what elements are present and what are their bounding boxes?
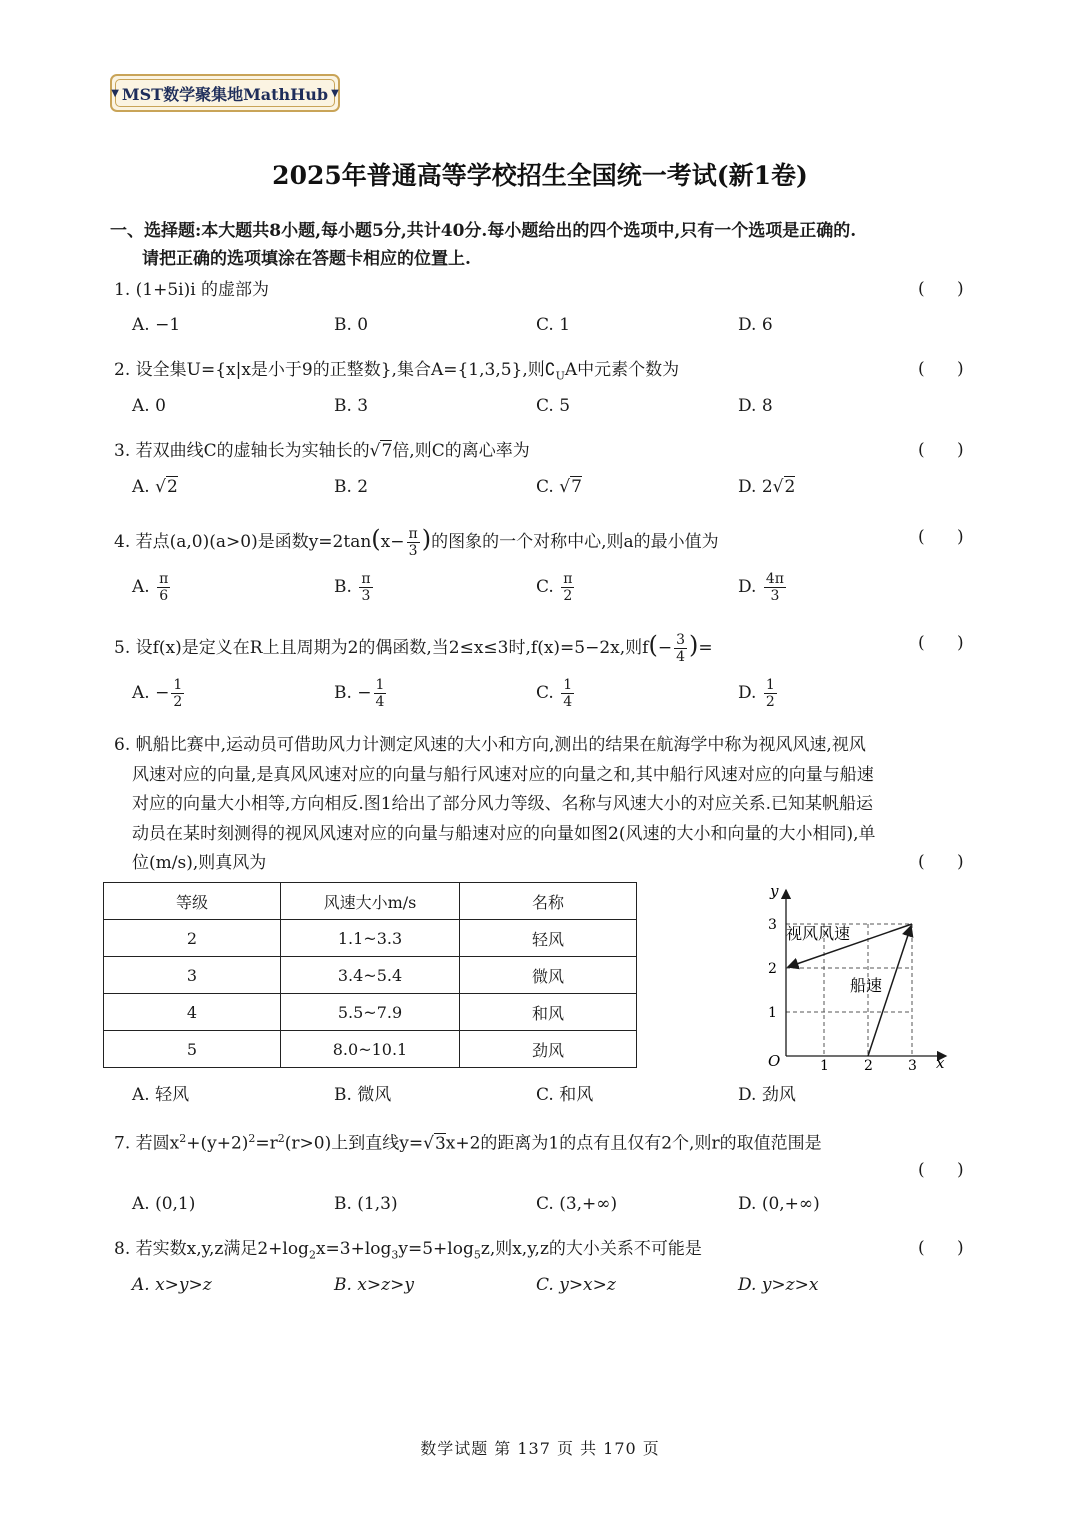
q5-c-frac xyxy=(561,677,574,710)
q8-stem-b: x=3+log xyxy=(315,1239,392,1259)
q5-option-a xyxy=(132,676,186,710)
page-footer: 数学试题 第 137 页 共 170 页 xyxy=(420,1439,660,1458)
q6-line-5: 位(m/s),则真风为 xyxy=(132,853,267,873)
table-cell: 1.1~3.3 xyxy=(281,920,460,957)
table-header-cell: 名称 xyxy=(460,883,637,920)
table-cell: 2 xyxy=(104,920,281,957)
logo-badge xyxy=(110,74,340,112)
q7-sup-1: 2 xyxy=(179,1132,187,1145)
q5-answer-paren: ( ) xyxy=(918,633,964,653)
q5-option-d xyxy=(738,676,779,710)
logo-right-mark: ▼ xyxy=(331,87,339,99)
q4-c-label: C. xyxy=(536,577,554,597)
q1-stem: 1. (1+5i)i 的虚部为 xyxy=(114,280,270,300)
q5-c-label: C. xyxy=(536,683,554,703)
q4-option-d xyxy=(738,570,788,604)
q7-sqrt-symbol: √ xyxy=(423,1133,434,1154)
q5-option-b xyxy=(334,676,388,710)
q3-radicand: 7 xyxy=(381,441,393,461)
q6-option-a: A. 轻风 xyxy=(132,1085,190,1105)
q8-stem-c: y=5+log xyxy=(398,1239,474,1259)
q1-option-a: A. −1 xyxy=(132,315,181,335)
q2-stem-sub: U xyxy=(555,369,565,383)
logo-inner xyxy=(111,79,339,107)
q2-option-c: C. 5 xyxy=(536,396,571,416)
q5-b-label: B. − xyxy=(334,683,372,703)
q7-option-b: B. (1,3) xyxy=(334,1194,398,1214)
q7-stem-c: =r xyxy=(255,1133,278,1154)
q4-a-frac xyxy=(157,571,170,604)
section-instructions-line2: 请把正确的选项填涂在答题卡相应的位置上. xyxy=(142,249,471,269)
q7-stem-b: +(y+2) xyxy=(186,1133,249,1154)
q8-option-c: C. y>x>z xyxy=(536,1275,616,1295)
table-cell: 5 xyxy=(104,1031,281,1068)
q3-stem-b: 倍,则C的离心率为 xyxy=(392,441,530,461)
q3-c-radicand: 7 xyxy=(571,477,582,497)
q4-b-den: 3 xyxy=(361,588,371,604)
table-cell: 3 xyxy=(104,957,281,994)
q4-stem-frac xyxy=(407,526,420,559)
q4-rparen: ) xyxy=(421,525,432,553)
q4-stem-den: 3 xyxy=(408,543,418,559)
q4-c-num: π xyxy=(563,571,573,587)
q5-stem-a: 5. 设f(x)是定义在R上且周期为2的偶函数,当2≤x≤3时,f(x)=5−2x,则f xyxy=(114,638,649,658)
q5-b-den: 4 xyxy=(375,694,385,710)
q5-d-den: 2 xyxy=(765,694,775,710)
q5-lparen: ( xyxy=(648,631,658,659)
table-cell: 4 xyxy=(104,994,281,1031)
q7-option-a: A. (0,1) xyxy=(132,1194,196,1214)
x-axis-label: x xyxy=(936,1054,945,1072)
q4-d-den: 3 xyxy=(770,588,780,604)
q7-option-d: D. (0,+∞) xyxy=(738,1194,820,1214)
q5-d-frac xyxy=(764,677,777,710)
y-tick-label: 2 xyxy=(768,961,777,977)
q4-stem-x: x− xyxy=(380,532,405,552)
y-axis-label: y xyxy=(770,882,779,900)
q3-c-sqrt: √ xyxy=(559,477,571,497)
q3-option-a xyxy=(132,476,178,498)
q3-answer-paren: ( ) xyxy=(918,440,964,460)
q8-sub-3: 3 xyxy=(391,1248,399,1262)
y-tick-label: 3 xyxy=(768,917,777,933)
boat-speed-label: 船速 xyxy=(850,976,883,995)
q2-stem xyxy=(114,359,679,387)
q6-line-3: 对应的向量大小相等,方向相反.图1给出了部分风力等级、名称与风速大小的对应关系.已知某帆船运 xyxy=(132,794,874,814)
q5-rparen: ) xyxy=(689,631,699,659)
q3-d-label: D. 2 xyxy=(738,477,773,497)
q3-a-radicand: 2 xyxy=(166,477,178,497)
q5-a-frac xyxy=(171,677,184,710)
q4-stem-num: π xyxy=(408,526,418,542)
q6-option-b: B. 微风 xyxy=(334,1085,392,1105)
table-cell: 轻风 xyxy=(460,920,637,957)
q2-answer-paren: ( ) xyxy=(918,359,964,379)
table-header-cell: 风速大小m/s xyxy=(281,883,460,920)
q3-option-c xyxy=(536,476,582,498)
q6-option-c: C. 和风 xyxy=(536,1085,594,1105)
q1-option-c: C. 1 xyxy=(536,315,571,335)
q3-stem xyxy=(114,440,530,462)
logo-left-mark: ▼ xyxy=(111,87,119,99)
section-instructions-line1: 一、选择题:本大题共8小题,每小题5分,共计40分.每小题给出的四个选项中,只有一个选项是正确的. xyxy=(110,221,857,241)
table-cell: 3.4~5.4 xyxy=(281,957,460,994)
q4-lparen: ( xyxy=(371,525,381,553)
q5-d-num: 1 xyxy=(765,677,775,693)
q5-a-den: 2 xyxy=(173,694,183,710)
q8-sub-5: 5 xyxy=(473,1248,481,1262)
page-title: 2025年普通高等学校招生全国统一考试(新1卷) xyxy=(272,161,808,190)
q3-sqrt-symbol: √ xyxy=(369,441,381,461)
q4-a-den: 6 xyxy=(159,588,169,604)
origin-label: O xyxy=(768,1052,781,1070)
q8-stem-a: 8. 若实数x,y,z满足2+log xyxy=(114,1239,309,1259)
wind-scale-table xyxy=(103,882,637,1068)
q5-d-label: D. xyxy=(738,683,757,703)
q7-stem-e: x+2的距离为1的点有且仅有2个,则r的取值范围是 xyxy=(445,1133,822,1154)
q4-d-frac xyxy=(764,571,786,604)
q5-b-frac xyxy=(374,677,387,710)
q6-answer-paren: ( ) xyxy=(918,852,964,872)
q4-option-a xyxy=(132,570,172,604)
q2-option-b: B. 3 xyxy=(334,396,369,416)
q2-stem-end: A中元素个数为 xyxy=(564,360,680,380)
q3-a-sqrt: √ xyxy=(155,477,166,497)
q4-stem-b: 的图象的一个对称中心,则a的最小值为 xyxy=(431,532,719,552)
q5-option-c xyxy=(536,676,576,710)
q7-sup-2: 2 xyxy=(248,1132,256,1145)
q5-a-label: A. − xyxy=(132,683,170,703)
diagram-grid xyxy=(786,924,912,1056)
q5-c-den: 4 xyxy=(563,694,573,710)
q6-line-4: 动员在某时刻测得的视风风速对应的向量与船速对应的向量如图2(风速的大小和向量的大小相同),单 xyxy=(132,824,876,844)
q8-stem xyxy=(114,1238,702,1266)
q7-stem xyxy=(114,1128,822,1155)
q3-a-label: A. xyxy=(132,477,150,497)
q3-option-b: B. 2 xyxy=(334,477,369,497)
q3-d-radicand: 2 xyxy=(784,477,796,497)
q4-b-frac xyxy=(359,571,372,604)
q5-b-num: 1 xyxy=(375,677,385,693)
q6-line-1: 6. 帆船比赛中,运动员可借助风力计测定风速的大小和方向,测出的结果在航海学中称为视风风速,视风 xyxy=(114,735,866,755)
q7-sup-3: 2 xyxy=(277,1132,285,1145)
x-tick-label: 3 xyxy=(908,1058,917,1074)
vector-diagram xyxy=(750,880,960,1075)
q8-option-b: B. x>z>y xyxy=(334,1275,414,1295)
q1-option-d: D. 6 xyxy=(738,315,773,335)
q8-stem-d: z,则x,y,z的大小关系不可能是 xyxy=(480,1239,702,1259)
q4-stem-a: 4. 若点(a,0)(a>0)是函数y=2tan xyxy=(114,532,372,552)
q7-answer-paren: ( ) xyxy=(918,1160,964,1180)
q7-option-c: C. (3,+∞) xyxy=(536,1194,618,1214)
table-header-row xyxy=(104,883,637,920)
table-cell: 劲风 xyxy=(460,1031,637,1068)
q4-b-num: π xyxy=(361,571,371,587)
q1-answer-paren: ( ) xyxy=(918,279,964,299)
q4-c-den: 2 xyxy=(563,588,573,604)
table-cell: 8.0~10.1 xyxy=(281,1031,460,1068)
q2-option-a: A. 0 xyxy=(132,396,166,416)
table-row xyxy=(104,994,637,1031)
q4-a-label: A. xyxy=(132,577,150,597)
x-tick-label: 1 xyxy=(820,1058,829,1074)
table-cell: 和风 xyxy=(460,994,637,1031)
table-row xyxy=(104,1031,637,1068)
q5-c-num: 1 xyxy=(563,677,573,693)
q8-option-a: A. x>y>z xyxy=(132,1275,212,1295)
q3-c-label: C. xyxy=(536,477,554,497)
table-row xyxy=(104,920,637,957)
q4-option-c xyxy=(536,570,576,604)
q8-sub-2: 2 xyxy=(308,1248,316,1262)
q1-option-b: B. 0 xyxy=(334,315,369,335)
table-row xyxy=(104,957,637,994)
q3-option-d xyxy=(738,476,795,498)
q5-stem-frac xyxy=(674,632,687,665)
q7-radicand: 3 xyxy=(434,1133,446,1154)
q3-stem-a: 3. 若双曲线C的虚轴长为实轴长的 xyxy=(114,441,370,461)
q4-d-label: D. xyxy=(738,577,757,597)
q5-stem-num: 3 xyxy=(676,632,685,648)
q5-stem-end: = xyxy=(698,638,713,658)
q5-stem-den: 4 xyxy=(676,649,685,665)
q3-d-sqrt: √ xyxy=(772,477,784,497)
q4-b-label: B. xyxy=(334,577,352,597)
q4-c-frac xyxy=(561,571,574,604)
table-header-cell: 等级 xyxy=(104,883,281,920)
q4-option-b xyxy=(334,570,375,604)
q2-option-d: D. 8 xyxy=(738,396,773,416)
apparent-wind-label: 视风风速 xyxy=(786,924,851,943)
logo-text: MST数学聚集地MathHub xyxy=(121,84,329,104)
table-cell: 5.5~7.9 xyxy=(281,994,460,1031)
q4-d-num: 4π xyxy=(765,571,784,587)
y-tick-label: 1 xyxy=(768,1005,777,1021)
q4-answer-paren: ( ) xyxy=(918,527,964,547)
q7-stem-a: 7. 若圆x xyxy=(114,1133,180,1154)
q2-stem-text: 2. 设全集U={x|x是小于9的正整数},集合A={1,3,5},则∁ xyxy=(114,360,556,380)
table-cell: 微风 xyxy=(460,957,637,994)
q6-option-d: D. 劲风 xyxy=(738,1085,796,1105)
q5-a-num: 1 xyxy=(173,677,183,693)
q4-stem xyxy=(114,522,719,559)
q6-line-2: 风速对应的向量,是真风风速对应的向量与船行风速对应的向量之和,其中船行风速对应的向量与船速 xyxy=(132,765,874,785)
x-tick-label: 2 xyxy=(864,1058,873,1074)
q5-stem: 5. 设f(x)是定义在R上且周期为2的偶函数,当2≤x≤3时,f(x)=5−2x,则f(− $\frac{3}{4}$ )= xyxy=(114,631,713,665)
q4-a-num: π xyxy=(159,571,169,587)
q7-stem-d: (r>0)上到直线y= xyxy=(284,1133,424,1154)
q8-option-d: D. y>z>x xyxy=(738,1275,819,1295)
q8-answer-paren: ( ) xyxy=(918,1238,964,1258)
